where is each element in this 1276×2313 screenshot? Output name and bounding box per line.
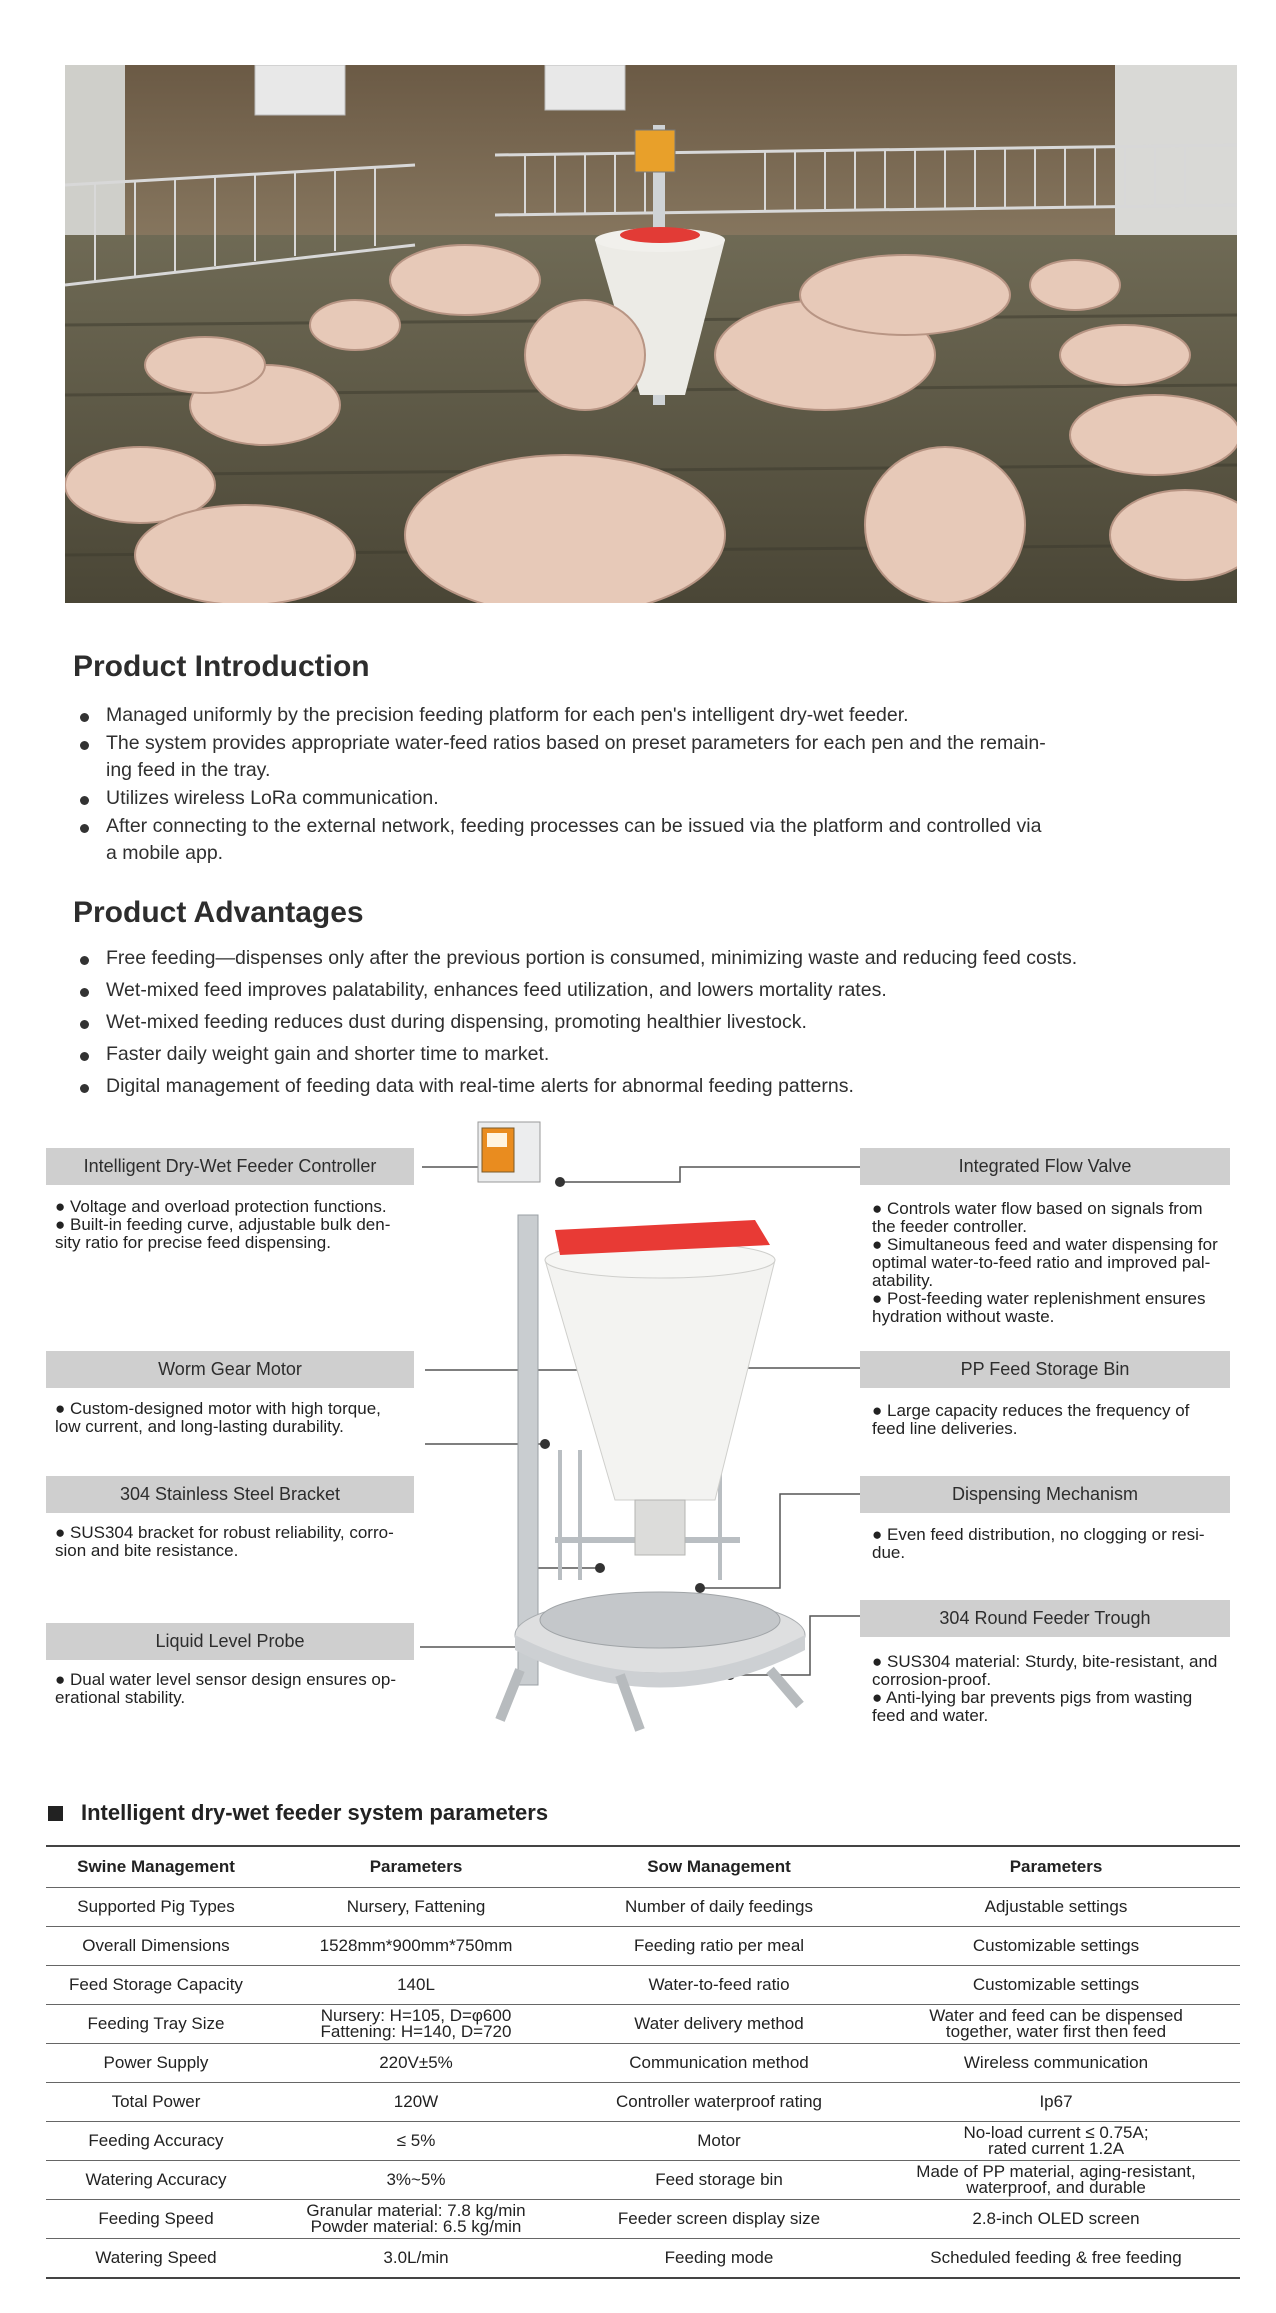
table-cell: Nursery: H=105, D=φ600 Fattening: H=140, D=720	[266, 2005, 566, 2044]
advantage-item: Wet-mixed feeding reduces dust during dispensing, promoting healthier livestock.	[76, 1009, 1126, 1036]
table-cell: 3%~5%	[266, 2161, 566, 2200]
label-dispensing-mechanism: Dispensing Mechanism	[860, 1476, 1230, 1513]
table-cell: Feeding mode	[566, 2239, 872, 2279]
table-cell: Feeder screen display size	[566, 2200, 872, 2239]
table-cell: Feeding Tray Size	[46, 2005, 266, 2044]
table-cell: 140L	[266, 1966, 566, 2005]
intro-item: Utilizes wireless LoRa communication.	[76, 785, 1126, 812]
table-cell: 220V±5%	[266, 2044, 566, 2083]
intro-item: After connecting to the external network, feeding processes can be issued via the platform and controlled via a mobile app.	[76, 813, 1126, 867]
table-title-text: Intelligent dry-wet feeder system parameters	[81, 1800, 549, 1825]
table-cell: Controller waterproof rating	[566, 2083, 872, 2122]
table-header: Swine Management	[46, 1846, 266, 1888]
desc-controller: ● Voltage and overload protection functions. ● Built-in feeding curve, adjustable bulk den- sity ratio for precise feed dispensing.	[55, 1197, 391, 1252]
advantage-item: Wet-mixed feed improves palatability, enhances feed utilization, and lowers mortality rates.	[76, 977, 1126, 1004]
desc-round-trough: ● SUS304 material: Sturdy, bite-resistant, and corrosion-proof. ● Anti-lying bar prevents pigs from wasting feed and water.	[872, 1652, 1218, 1725]
hero-photo	[65, 65, 1237, 603]
table-cell: Power Supply	[46, 2044, 266, 2083]
table-cell: Feeding Accuracy	[46, 2122, 266, 2161]
table-row	[46, 2161, 1240, 2200]
table-cell: Water-to-feed ratio	[566, 1966, 872, 2005]
table-cell: No-load current ≤ 0.75A; rated current 1.2A	[872, 2122, 1240, 2161]
table-cell: Feed Storage Capacity	[46, 1966, 266, 2005]
table-cell: Watering Accuracy	[46, 2161, 266, 2200]
table-cell: Communication method	[566, 2044, 872, 2083]
intro-item: Managed uniformly by the precision feeding platform for each pen's intelligent dry-wet feeder.	[76, 702, 1126, 729]
table-header: Parameters	[872, 1846, 1240, 1888]
table-row	[46, 2239, 1240, 2279]
table-title	[48, 1800, 548, 1826]
intro-list	[76, 702, 1126, 868]
table-cell: 3.0L/min	[266, 2239, 566, 2279]
table-cell: Number of daily feedings	[566, 1888, 872, 1927]
advantage-item: Faster daily weight gain and shorter time to market.	[76, 1041, 1126, 1068]
table-cell: 2.8-inch OLED screen	[872, 2200, 1240, 2239]
table-row	[46, 2200, 1240, 2239]
table-cell: Ip67	[872, 2083, 1240, 2122]
table-row	[46, 2122, 1240, 2161]
table-cell: Adjustable settings	[872, 1888, 1240, 1927]
table-cell: Customizable settings	[872, 1966, 1240, 2005]
table-cell: Total Power	[46, 2083, 266, 2122]
table-cell: Feed storage bin	[566, 2161, 872, 2200]
advantage-item: Digital management of feeding data with real-time alerts for abnormal feeding patterns.	[76, 1073, 1126, 1100]
table-cell: Nursery, Fattening	[266, 1888, 566, 1927]
table-cell: Made of PP material, aging-resistant, waterproof, and durable	[872, 2161, 1240, 2200]
table-cell: Feeding Speed	[46, 2200, 266, 2239]
feeder-diagram	[0, 1110, 1276, 1750]
pig-pen-illustration	[65, 65, 1237, 603]
advantages-list	[76, 945, 1126, 1105]
desc-flow-valve: ● Controls water flow based on signals from the feeder controller. ● Simultaneous feed and water dispensing for optimal water-to-feed ratio and improved pal- atability. ● Post-feeding water replenishment ensures hydration without waste.	[872, 1199, 1218, 1326]
table-header-row	[46, 1846, 1240, 1888]
label-round-trough: 304 Round Feeder Trough	[860, 1600, 1230, 1637]
table-cell: Supported Pig Types	[46, 1888, 266, 1927]
label-worm-gear-motor: Worm Gear Motor	[46, 1351, 414, 1388]
table-cell: Overall Dimensions	[46, 1927, 266, 1966]
intro-item: The system provides appropriate water-feed ratios based on preset parameters for each pen and the remain- ing feed in the tray.	[76, 730, 1126, 784]
label-steel-bracket: 304 Stainless Steel Bracket	[46, 1476, 414, 1513]
table-row	[46, 2005, 1240, 2044]
table-row	[46, 1966, 1240, 2005]
square-bullet-icon	[48, 1806, 63, 1821]
label-controller: Intelligent Dry-Wet Feeder Controller	[46, 1148, 414, 1185]
table-cell: Watering Speed	[46, 2239, 266, 2279]
desc-dispensing-mechanism: ● Even feed distribution, no clogging or resi- due.	[872, 1525, 1205, 1562]
label-flow-valve: Integrated Flow Valve	[860, 1148, 1230, 1185]
table-row	[46, 1888, 1240, 1927]
table-cell: Granular material: 7.8 kg/min Powder material: 6.5 kg/min	[266, 2200, 566, 2239]
table-cell: Motor	[566, 2122, 872, 2161]
label-liquid-level-probe: Liquid Level Probe	[46, 1623, 414, 1660]
table-row	[46, 1927, 1240, 1966]
desc-liquid-level-probe: ● Dual water level sensor design ensures op- erational stability.	[55, 1670, 396, 1707]
advantage-item: Free feeding—dispenses only after the previous portion is consumed, minimizing waste and reducing feed costs.	[76, 945, 1126, 972]
table-cell: ≤ 5%	[266, 2122, 566, 2161]
intro-title: Product Introduction	[73, 650, 370, 683]
table-row	[46, 2044, 1240, 2083]
table-cell: Scheduled feeding & free feeding	[872, 2239, 1240, 2279]
table-header: Parameters	[266, 1846, 566, 1888]
table-cell: Water and feed can be dispensed together, water first then feed	[872, 2005, 1240, 2044]
table-header: Sow Management	[566, 1846, 872, 1888]
label-pp-storage-bin: PP Feed Storage Bin	[860, 1351, 1230, 1388]
table-cell: 120W	[266, 2083, 566, 2122]
table-cell: Customizable settings	[872, 1927, 1240, 1966]
table-cell: Feeding ratio per meal	[566, 1927, 872, 1966]
advantages-title: Product Advantages	[73, 896, 364, 929]
desc-worm-gear-motor: ● Custom-designed motor with high torque, low current, and long-lasting durability.	[55, 1399, 381, 1436]
table-cell: Wireless communication	[872, 2044, 1240, 2083]
table-cell: Water delivery method	[566, 2005, 872, 2044]
table-row	[46, 2083, 1240, 2122]
desc-pp-storage-bin: ● Large capacity reduces the frequency of feed line deliveries.	[872, 1401, 1190, 1438]
parameters-table	[46, 1845, 1240, 2279]
desc-steel-bracket: ● SUS304 bracket for robust reliability, corro- sion and bite resistance.	[55, 1523, 394, 1560]
table-cell: 1528mm*900mm*750mm	[266, 1927, 566, 1966]
